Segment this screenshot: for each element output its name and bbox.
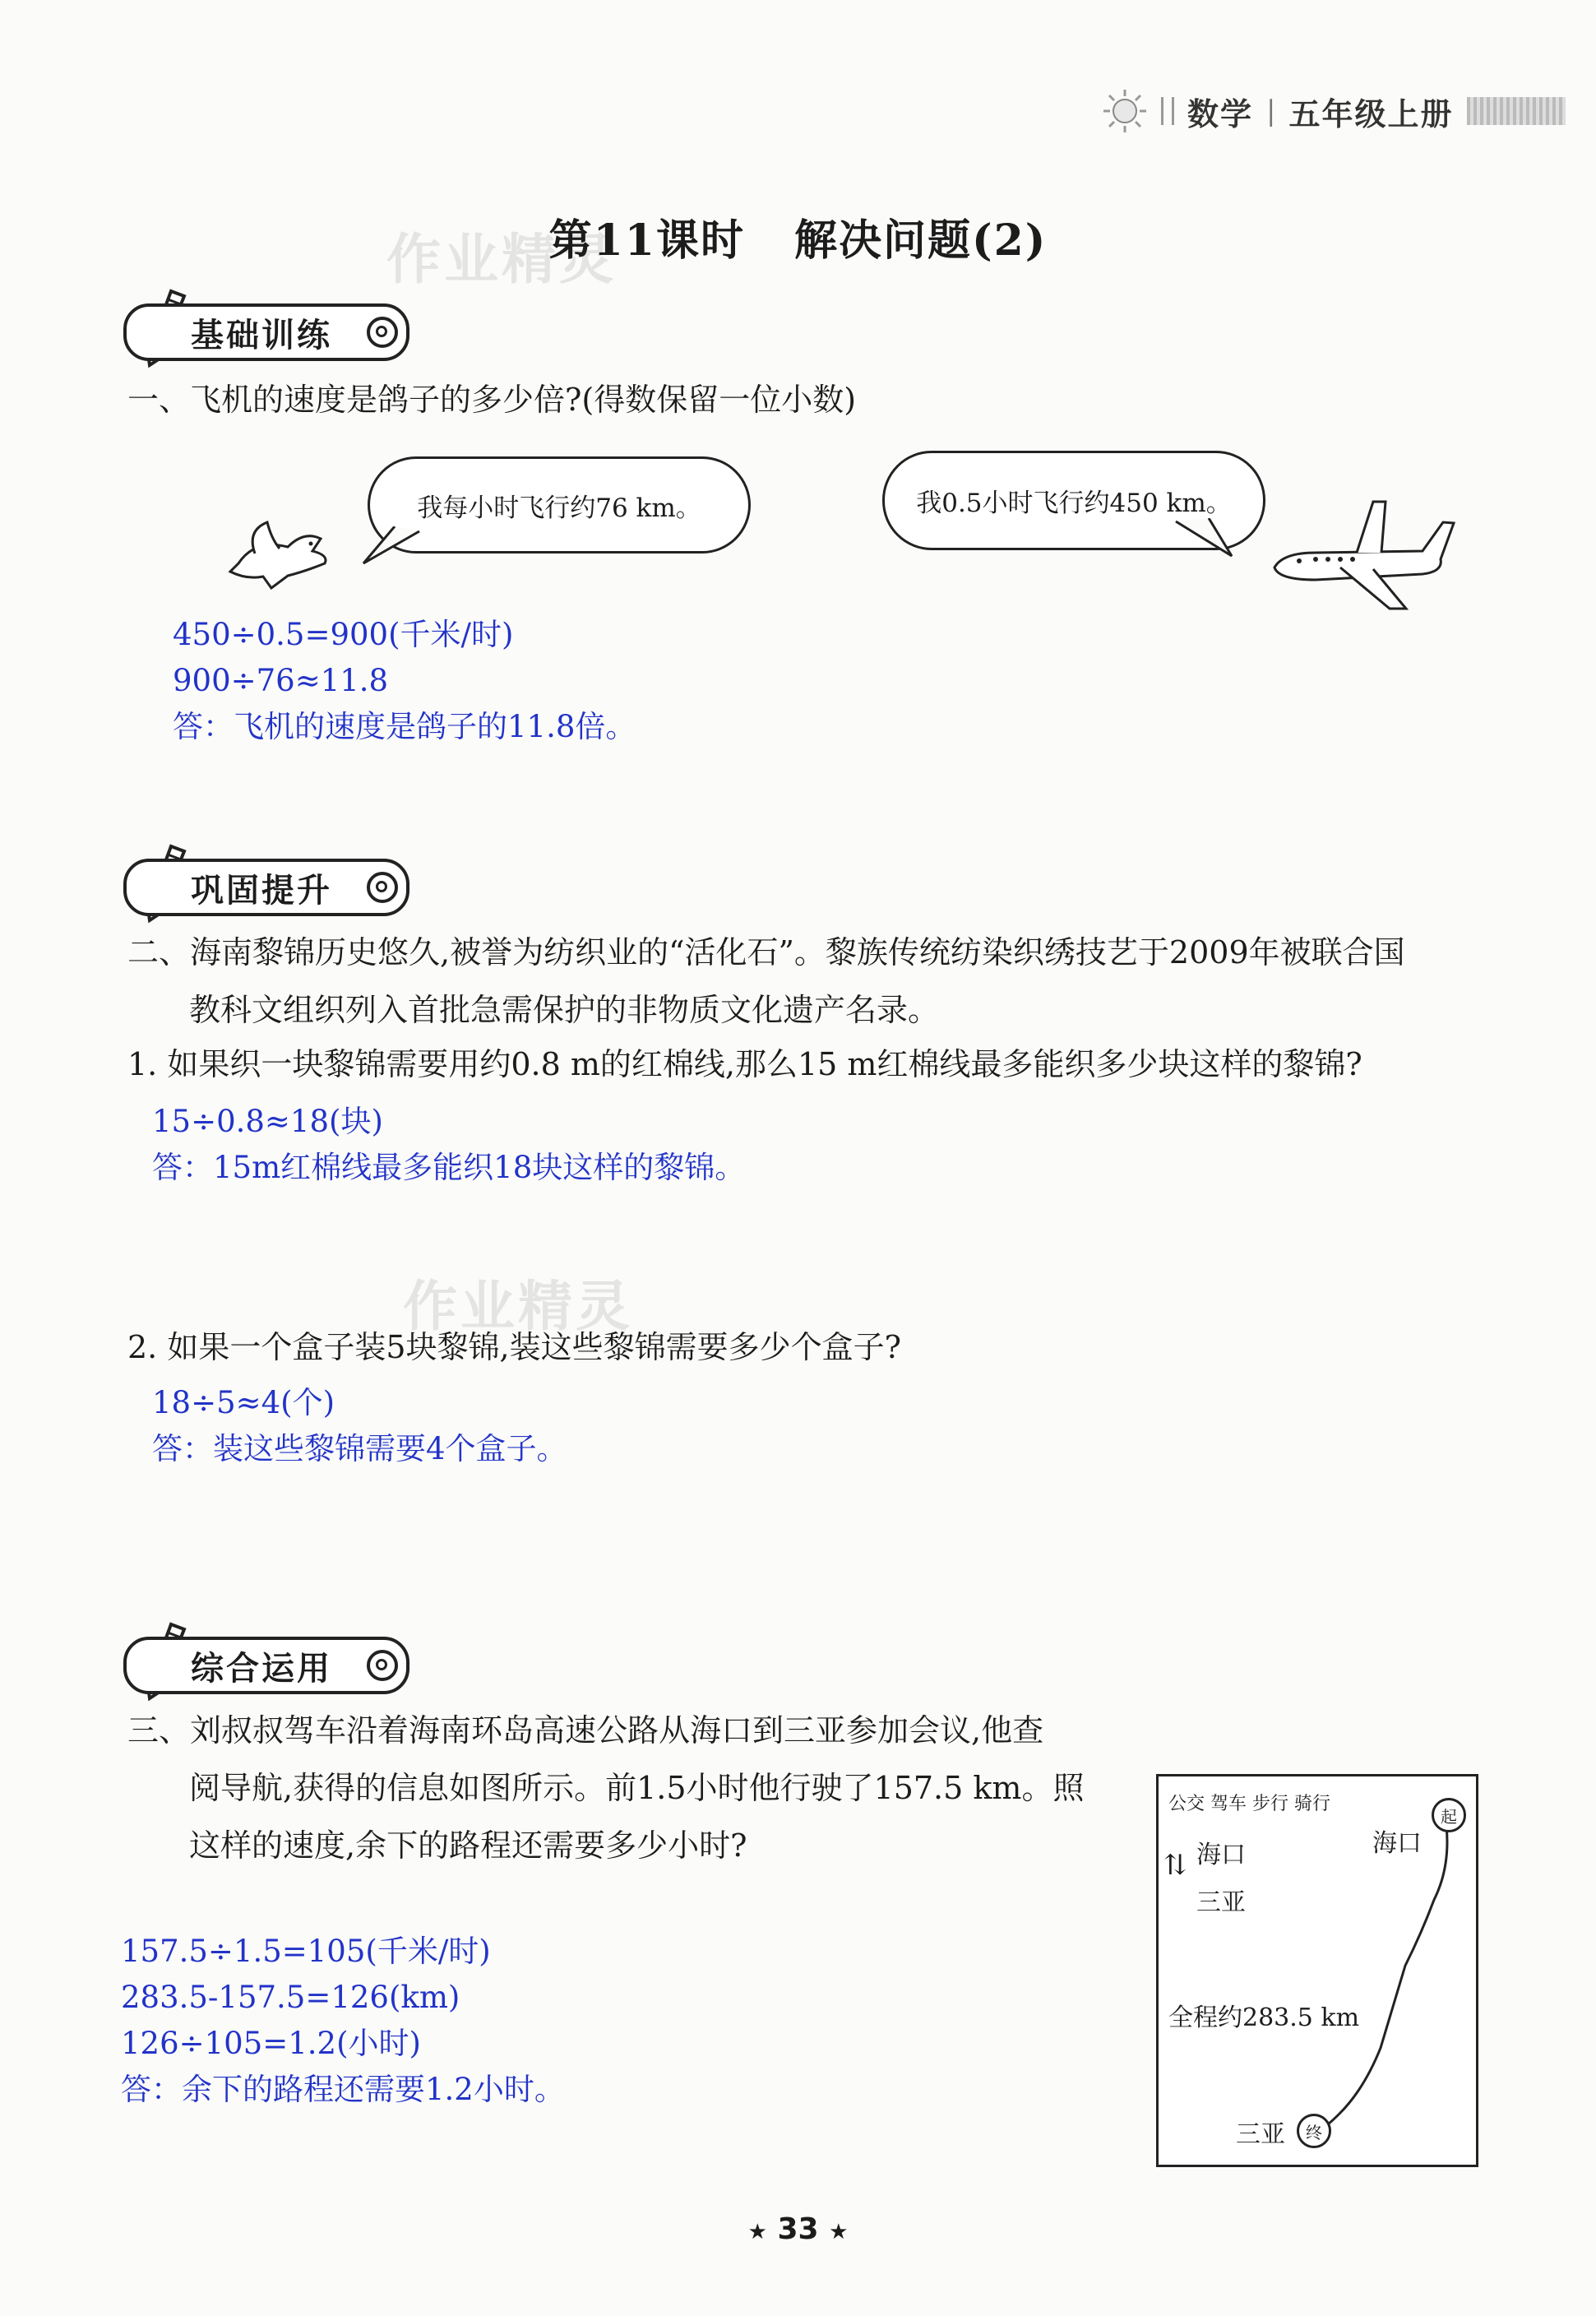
section-title: 综合运用 bbox=[123, 1637, 409, 1694]
lesson-number: 第11课时 bbox=[548, 215, 745, 266]
q2-sub1-answer-line: 15÷0.8≈18(块) bbox=[152, 1104, 383, 1139]
header-subject: 数学 bbox=[1187, 95, 1254, 132]
page-number: ★ 33 ★ bbox=[747, 2212, 849, 2246]
q2-sub1-answer bbox=[152, 1099, 745, 1191]
map-end-label: 三亚 bbox=[1236, 2120, 1285, 2149]
bubble-tail bbox=[362, 526, 428, 567]
map-to-short: 三亚 bbox=[1196, 1888, 1246, 1917]
q3-prompt-line2: 阅导航,获得的信息如图所示。前1.5小时他行驶了157.5 km。照 bbox=[189, 1770, 1085, 1806]
bubble-tail bbox=[1168, 518, 1233, 559]
q1-answer-line: 450÷0.5=900(千米/时) bbox=[173, 617, 514, 652]
q3-answer bbox=[121, 1929, 565, 2113]
header-separator: | bbox=[1266, 95, 1276, 127]
q2-sub2-answer bbox=[152, 1380, 567, 1472]
map-total-distance: 全程约283.5 km bbox=[1168, 2003, 1360, 2032]
airplane-icon bbox=[1266, 493, 1455, 617]
q3-answer-line: 126÷105=1.2(小时) bbox=[121, 2026, 421, 2061]
q3-answer-line: 答：余下的路程还需要1.2小时。 bbox=[121, 2072, 565, 2107]
q2-sub1: 1. 如果织一块黎锦需要用约0.8 m的红棉线,那么15 m红棉线最多能织多少块这样的黎锦? bbox=[127, 1046, 1362, 1082]
route-line bbox=[1159, 1776, 1476, 2165]
q3-prompt-line3: 这样的速度,余下的路程还需要多少小时? bbox=[189, 1827, 747, 1864]
q1-prompt: 一、飞机的速度是鸽子的多少倍?(得数保留一位小数) bbox=[127, 382, 857, 418]
swap-arrows-icon: ⇅ bbox=[1163, 1849, 1187, 1882]
q3-answer-line: 157.5÷1.5=105(千米/时) bbox=[121, 1934, 491, 1969]
map-from-short: 海口 bbox=[1196, 1841, 1246, 1869]
bird-speech-text: 我每小时飞行约76 km。 bbox=[417, 493, 701, 523]
navigation-map bbox=[1156, 1774, 1478, 2167]
header-grade: 五年级上册 bbox=[1288, 95, 1454, 132]
route-start-marker: 起 bbox=[1432, 1798, 1466, 1832]
q3-answer-line: 283.5-157.5=126(km) bbox=[121, 1980, 460, 2015]
q2-sub2-answer-line: 18÷5≈4(个) bbox=[152, 1385, 335, 1420]
section-tab-consolidate bbox=[123, 858, 409, 917]
map-start-label: 海口 bbox=[1372, 1829, 1422, 1858]
q2-prompt-line2: 教科文组织列入首批急需保护的非物质文化遗产名录。 bbox=[189, 992, 940, 1028]
section-title: 巩固提升 bbox=[123, 859, 409, 916]
lesson-name: 解决问题(2) bbox=[793, 215, 1048, 266]
header-divider bbox=[1161, 97, 1174, 125]
dove-icon bbox=[222, 514, 337, 596]
header-decoration bbox=[1467, 97, 1566, 125]
q1-answer-line: 答：飞机的速度是鸽子的11.8倍。 bbox=[173, 709, 636, 744]
route-end-marker: 终 bbox=[1297, 2114, 1331, 2148]
q1-answer bbox=[173, 612, 636, 750]
watermark: 作业精灵 bbox=[403, 1275, 633, 1338]
plane-speech-text: 我0.5小时飞行约450 km。 bbox=[916, 489, 1232, 518]
q3-prompt-line1: 三、刘叔叔驾车沿着海南环岛高速公路从海口到三亚参加会议,他查 bbox=[127, 1712, 1044, 1749]
section-title: 基础训练 bbox=[123, 303, 409, 361]
q2-prompt-line1: 二、海南黎锦历史悠久,被誉为纺织业的“活化石”。黎族传统纺染织绣技艺于2009年被联合国 bbox=[127, 934, 1405, 970]
page-number-value: 33 bbox=[777, 2212, 819, 2246]
q2-sub2-answer-line: 答：装这些黎锦需要4个盒子。 bbox=[152, 1431, 567, 1466]
watermark: 作业精灵 bbox=[386, 228, 617, 291]
q2-sub1-answer-line: 答：15m红棉线最多能织18块这样的黎锦。 bbox=[152, 1150, 746, 1185]
q2-sub2: 2. 如果一个盒子装5块黎锦,装这些黎锦需要多少个盒子? bbox=[127, 1329, 901, 1365]
q1-answer-line: 900÷76≈11.8 bbox=[173, 663, 389, 698]
lesson-title bbox=[0, 206, 1596, 267]
transport-modes: 公交 驾车 步行 骑行 bbox=[1168, 1794, 1330, 1814]
page-header bbox=[1102, 90, 1566, 132]
section-tab-apply bbox=[123, 1636, 409, 1695]
section-tab-basic bbox=[123, 303, 409, 362]
sun-icon bbox=[1102, 88, 1148, 134]
